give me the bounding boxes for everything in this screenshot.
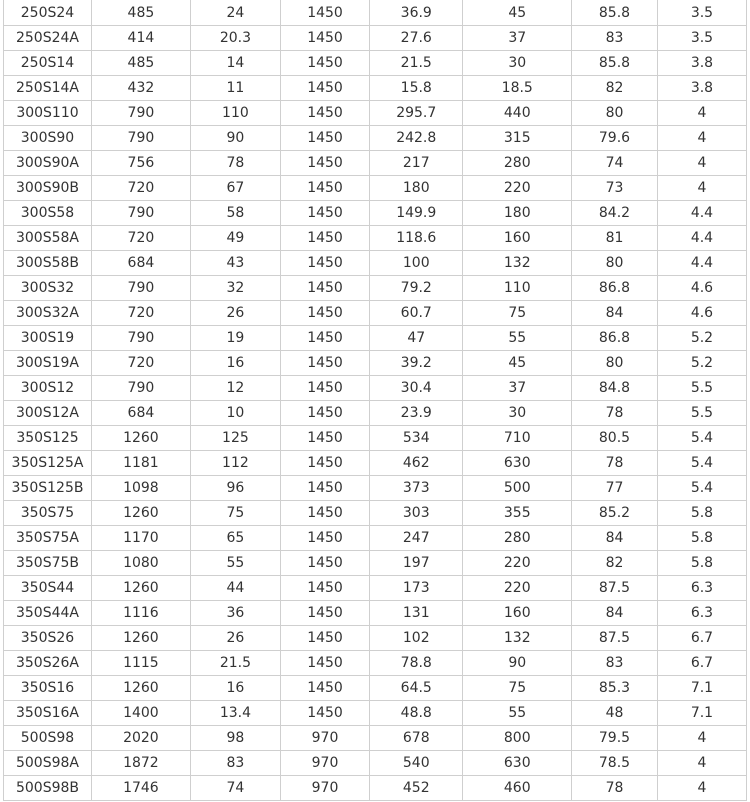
motor-power-cell: 800 bbox=[463, 726, 572, 751]
model-cell: 300S19 bbox=[4, 326, 92, 351]
model-cell: 300S32A bbox=[4, 301, 92, 326]
efficiency-cell: 84.2 bbox=[572, 201, 658, 226]
npsh-cell: 7.1 bbox=[657, 676, 746, 701]
speed-cell: 1450 bbox=[280, 176, 369, 201]
table-row bbox=[4, 276, 747, 301]
flow-cell: 790 bbox=[91, 101, 190, 126]
shaft-power-cell: 295.7 bbox=[370, 101, 463, 126]
shaft-power-cell: 47 bbox=[370, 326, 463, 351]
head-cell: 20.3 bbox=[190, 26, 280, 51]
motor-power-cell: 30 bbox=[463, 51, 572, 76]
npsh-cell: 4.6 bbox=[657, 301, 746, 326]
efficiency-cell: 84 bbox=[572, 526, 658, 551]
flow-cell: 720 bbox=[91, 351, 190, 376]
flow-cell: 684 bbox=[91, 251, 190, 276]
flow-cell: 1080 bbox=[91, 551, 190, 576]
npsh-cell: 4.6 bbox=[657, 276, 746, 301]
speed-cell: 1450 bbox=[280, 76, 369, 101]
head-cell: 21.5 bbox=[190, 651, 280, 676]
flow-cell: 790 bbox=[91, 126, 190, 151]
motor-power-cell: 220 bbox=[463, 176, 572, 201]
table-row bbox=[4, 51, 747, 76]
efficiency-cell: 48 bbox=[572, 701, 658, 726]
motor-power-cell: 37 bbox=[463, 26, 572, 51]
shaft-power-cell: 48.8 bbox=[370, 701, 463, 726]
flow-cell: 720 bbox=[91, 301, 190, 326]
head-cell: 24 bbox=[190, 0, 280, 26]
npsh-cell: 3.5 bbox=[657, 0, 746, 26]
shaft-power-cell: 452 bbox=[370, 776, 463, 801]
table-row bbox=[4, 101, 747, 126]
head-cell: 74 bbox=[190, 776, 280, 801]
speed-cell: 970 bbox=[280, 751, 369, 776]
motor-power-cell: 630 bbox=[463, 451, 572, 476]
head-cell: 65 bbox=[190, 526, 280, 551]
npsh-cell: 3.5 bbox=[657, 26, 746, 51]
head-cell: 12 bbox=[190, 376, 280, 401]
head-cell: 11 bbox=[190, 76, 280, 101]
shaft-power-cell: 149.9 bbox=[370, 201, 463, 226]
npsh-cell: 4 bbox=[657, 776, 746, 801]
model-cell: 350S125B bbox=[4, 476, 92, 501]
shaft-power-cell: 173 bbox=[370, 576, 463, 601]
efficiency-cell: 84.8 bbox=[572, 376, 658, 401]
motor-power-cell: 630 bbox=[463, 751, 572, 776]
flow-cell: 1260 bbox=[91, 676, 190, 701]
motor-power-cell: 180 bbox=[463, 201, 572, 226]
npsh-cell: 6.7 bbox=[657, 626, 746, 651]
motor-power-cell: 132 bbox=[463, 626, 572, 651]
table-row bbox=[4, 226, 747, 251]
shaft-power-cell: 79.2 bbox=[370, 276, 463, 301]
shaft-power-cell: 534 bbox=[370, 426, 463, 451]
efficiency-cell: 78 bbox=[572, 451, 658, 476]
shaft-power-cell: 180 bbox=[370, 176, 463, 201]
model-cell: 300S58 bbox=[4, 201, 92, 226]
npsh-cell: 7.1 bbox=[657, 701, 746, 726]
model-cell: 300S32 bbox=[4, 276, 92, 301]
model-cell: 350S16 bbox=[4, 676, 92, 701]
npsh-cell: 5.4 bbox=[657, 476, 746, 501]
speed-cell: 1450 bbox=[280, 226, 369, 251]
speed-cell: 970 bbox=[280, 776, 369, 801]
flow-cell: 1116 bbox=[91, 601, 190, 626]
shaft-power-cell: 30.4 bbox=[370, 376, 463, 401]
speed-cell: 1450 bbox=[280, 251, 369, 276]
efficiency-cell: 82 bbox=[572, 76, 658, 101]
shaft-power-cell: 197 bbox=[370, 551, 463, 576]
npsh-cell: 5.8 bbox=[657, 551, 746, 576]
npsh-cell: 4 bbox=[657, 101, 746, 126]
shaft-power-cell: 247 bbox=[370, 526, 463, 551]
efficiency-cell: 81 bbox=[572, 226, 658, 251]
head-cell: 19 bbox=[190, 326, 280, 351]
npsh-cell: 4.4 bbox=[657, 251, 746, 276]
flow-cell: 790 bbox=[91, 376, 190, 401]
flow-cell: 1872 bbox=[91, 751, 190, 776]
head-cell: 90 bbox=[190, 126, 280, 151]
head-cell: 43 bbox=[190, 251, 280, 276]
model-cell: 300S110 bbox=[4, 101, 92, 126]
table-row bbox=[4, 626, 747, 651]
flow-cell: 1115 bbox=[91, 651, 190, 676]
motor-power-cell: 30 bbox=[463, 401, 572, 426]
head-cell: 36 bbox=[190, 601, 280, 626]
shaft-power-cell: 21.5 bbox=[370, 51, 463, 76]
speed-cell: 1450 bbox=[280, 376, 369, 401]
shaft-power-cell: 100 bbox=[370, 251, 463, 276]
model-cell: 250S24A bbox=[4, 26, 92, 51]
speed-cell: 1450 bbox=[280, 351, 369, 376]
motor-power-cell: 55 bbox=[463, 326, 572, 351]
shaft-power-cell: 60.7 bbox=[370, 301, 463, 326]
npsh-cell: 4 bbox=[657, 751, 746, 776]
model-cell: 300S90A bbox=[4, 151, 92, 176]
efficiency-cell: 80.5 bbox=[572, 426, 658, 451]
shaft-power-cell: 242.8 bbox=[370, 126, 463, 151]
table-row bbox=[4, 501, 747, 526]
flow-cell: 1181 bbox=[91, 451, 190, 476]
head-cell: 75 bbox=[190, 501, 280, 526]
efficiency-cell: 83 bbox=[572, 26, 658, 51]
flow-cell: 720 bbox=[91, 226, 190, 251]
model-cell: 350S16A bbox=[4, 701, 92, 726]
npsh-cell: 5.5 bbox=[657, 376, 746, 401]
table-row bbox=[4, 751, 747, 776]
speed-cell: 1450 bbox=[280, 0, 369, 26]
shaft-power-cell: 39.2 bbox=[370, 351, 463, 376]
efficiency-cell: 84 bbox=[572, 601, 658, 626]
head-cell: 96 bbox=[190, 476, 280, 501]
speed-cell: 1450 bbox=[280, 451, 369, 476]
shaft-power-cell: 27.6 bbox=[370, 26, 463, 51]
head-cell: 16 bbox=[190, 676, 280, 701]
model-cell: 350S125 bbox=[4, 426, 92, 451]
npsh-cell: 3.8 bbox=[657, 76, 746, 101]
efficiency-cell: 86.8 bbox=[572, 276, 658, 301]
shaft-power-cell: 678 bbox=[370, 726, 463, 751]
efficiency-cell: 80 bbox=[572, 351, 658, 376]
motor-power-cell: 220 bbox=[463, 576, 572, 601]
npsh-cell: 5.8 bbox=[657, 501, 746, 526]
flow-cell: 485 bbox=[91, 51, 190, 76]
table-body bbox=[4, 0, 747, 801]
model-cell: 350S44 bbox=[4, 576, 92, 601]
motor-power-cell: 315 bbox=[463, 126, 572, 151]
model-cell: 250S24 bbox=[4, 0, 92, 26]
shaft-power-cell: 118.6 bbox=[370, 226, 463, 251]
npsh-cell: 4 bbox=[657, 176, 746, 201]
head-cell: 10 bbox=[190, 401, 280, 426]
efficiency-cell: 79.5 bbox=[572, 726, 658, 751]
motor-power-cell: 110 bbox=[463, 276, 572, 301]
shaft-power-cell: 303 bbox=[370, 501, 463, 526]
npsh-cell: 5.8 bbox=[657, 526, 746, 551]
head-cell: 110 bbox=[190, 101, 280, 126]
speed-cell: 1450 bbox=[280, 426, 369, 451]
speed-cell: 1450 bbox=[280, 526, 369, 551]
speed-cell: 1450 bbox=[280, 126, 369, 151]
model-cell: 300S12 bbox=[4, 376, 92, 401]
flow-cell: 2020 bbox=[91, 726, 190, 751]
flow-cell: 684 bbox=[91, 401, 190, 426]
table-row bbox=[4, 426, 747, 451]
flow-cell: 1746 bbox=[91, 776, 190, 801]
motor-power-cell: 440 bbox=[463, 101, 572, 126]
table-row bbox=[4, 576, 747, 601]
shaft-power-cell: 462 bbox=[370, 451, 463, 476]
efficiency-cell: 77 bbox=[572, 476, 658, 501]
speed-cell: 1450 bbox=[280, 401, 369, 426]
speed-cell: 1450 bbox=[280, 551, 369, 576]
motor-power-cell: 37 bbox=[463, 376, 572, 401]
efficiency-cell: 87.5 bbox=[572, 626, 658, 651]
speed-cell: 1450 bbox=[280, 626, 369, 651]
model-cell: 300S58A bbox=[4, 226, 92, 251]
motor-power-cell: 75 bbox=[463, 301, 572, 326]
speed-cell: 1450 bbox=[280, 276, 369, 301]
table-row bbox=[4, 251, 747, 276]
speed-cell: 1450 bbox=[280, 151, 369, 176]
model-cell: 350S125A bbox=[4, 451, 92, 476]
motor-power-cell: 160 bbox=[463, 226, 572, 251]
model-cell: 500S98B bbox=[4, 776, 92, 801]
speed-cell: 1450 bbox=[280, 676, 369, 701]
table-row bbox=[4, 176, 747, 201]
npsh-cell: 5.5 bbox=[657, 401, 746, 426]
flow-cell: 1260 bbox=[91, 501, 190, 526]
motor-power-cell: 132 bbox=[463, 251, 572, 276]
table-row bbox=[4, 351, 747, 376]
head-cell: 83 bbox=[190, 751, 280, 776]
speed-cell: 1450 bbox=[280, 701, 369, 726]
model-cell: 300S90B bbox=[4, 176, 92, 201]
table-row bbox=[4, 376, 747, 401]
table-row bbox=[4, 601, 747, 626]
speed-cell: 1450 bbox=[280, 51, 369, 76]
shaft-power-cell: 64.5 bbox=[370, 676, 463, 701]
speed-cell: 970 bbox=[280, 726, 369, 751]
motor-power-cell: 160 bbox=[463, 601, 572, 626]
motor-power-cell: 500 bbox=[463, 476, 572, 501]
table-row bbox=[4, 476, 747, 501]
motor-power-cell: 55 bbox=[463, 701, 572, 726]
table-row bbox=[4, 526, 747, 551]
table-row bbox=[4, 0, 747, 26]
npsh-cell: 5.2 bbox=[657, 326, 746, 351]
speed-cell: 1450 bbox=[280, 301, 369, 326]
efficiency-cell: 85.2 bbox=[572, 501, 658, 526]
efficiency-cell: 78 bbox=[572, 776, 658, 801]
table-row bbox=[4, 151, 747, 176]
head-cell: 13.4 bbox=[190, 701, 280, 726]
shaft-power-cell: 78.8 bbox=[370, 651, 463, 676]
speed-cell: 1450 bbox=[280, 576, 369, 601]
flow-cell: 790 bbox=[91, 326, 190, 351]
head-cell: 58 bbox=[190, 201, 280, 226]
shaft-power-cell: 36.9 bbox=[370, 0, 463, 26]
efficiency-cell: 78 bbox=[572, 401, 658, 426]
motor-power-cell: 90 bbox=[463, 651, 572, 676]
flow-cell: 790 bbox=[91, 276, 190, 301]
speed-cell: 1450 bbox=[280, 201, 369, 226]
head-cell: 98 bbox=[190, 726, 280, 751]
table-row bbox=[4, 401, 747, 426]
head-cell: 112 bbox=[190, 451, 280, 476]
efficiency-cell: 82 bbox=[572, 551, 658, 576]
speed-cell: 1450 bbox=[280, 501, 369, 526]
flow-cell: 432 bbox=[91, 76, 190, 101]
speed-cell: 1450 bbox=[280, 26, 369, 51]
head-cell: 26 bbox=[190, 626, 280, 651]
motor-power-cell: 220 bbox=[463, 551, 572, 576]
efficiency-cell: 85.8 bbox=[572, 51, 658, 76]
motor-power-cell: 280 bbox=[463, 151, 572, 176]
motor-power-cell: 460 bbox=[463, 776, 572, 801]
efficiency-cell: 84 bbox=[572, 301, 658, 326]
model-cell: 300S90 bbox=[4, 126, 92, 151]
table-row bbox=[4, 776, 747, 801]
efficiency-cell: 87.5 bbox=[572, 576, 658, 601]
speed-cell: 1450 bbox=[280, 326, 369, 351]
flow-cell: 756 bbox=[91, 151, 190, 176]
speed-cell: 1450 bbox=[280, 601, 369, 626]
speed-cell: 1450 bbox=[280, 101, 369, 126]
motor-power-cell: 45 bbox=[463, 351, 572, 376]
table-row bbox=[4, 201, 747, 226]
table-row bbox=[4, 26, 747, 51]
table-row bbox=[4, 126, 747, 151]
head-cell: 44 bbox=[190, 576, 280, 601]
flow-cell: 720 bbox=[91, 176, 190, 201]
model-cell: 250S14A bbox=[4, 76, 92, 101]
npsh-cell: 4.4 bbox=[657, 226, 746, 251]
efficiency-cell: 80 bbox=[572, 101, 658, 126]
efficiency-cell: 83 bbox=[572, 651, 658, 676]
motor-power-cell: 45 bbox=[463, 0, 572, 26]
flow-cell: 1260 bbox=[91, 576, 190, 601]
motor-power-cell: 710 bbox=[463, 426, 572, 451]
flow-cell: 1098 bbox=[91, 476, 190, 501]
shaft-power-cell: 217 bbox=[370, 151, 463, 176]
efficiency-cell: 73 bbox=[572, 176, 658, 201]
head-cell: 16 bbox=[190, 351, 280, 376]
flow-cell: 790 bbox=[91, 201, 190, 226]
flow-cell: 1170 bbox=[91, 526, 190, 551]
motor-power-cell: 75 bbox=[463, 676, 572, 701]
npsh-cell: 5.2 bbox=[657, 351, 746, 376]
shaft-power-cell: 540 bbox=[370, 751, 463, 776]
table-row bbox=[4, 301, 747, 326]
flow-cell: 1260 bbox=[91, 426, 190, 451]
table-row bbox=[4, 651, 747, 676]
table-row bbox=[4, 726, 747, 751]
head-cell: 125 bbox=[190, 426, 280, 451]
efficiency-cell: 85.8 bbox=[572, 0, 658, 26]
efficiency-cell: 74 bbox=[572, 151, 658, 176]
model-cell: 500S98 bbox=[4, 726, 92, 751]
speed-cell: 1450 bbox=[280, 476, 369, 501]
table-row bbox=[4, 326, 747, 351]
model-cell: 350S75B bbox=[4, 551, 92, 576]
motor-power-cell: 355 bbox=[463, 501, 572, 526]
head-cell: 78 bbox=[190, 151, 280, 176]
npsh-cell: 4.4 bbox=[657, 201, 746, 226]
model-cell: 350S75A bbox=[4, 526, 92, 551]
table-row bbox=[4, 701, 747, 726]
shaft-power-cell: 373 bbox=[370, 476, 463, 501]
flow-cell: 485 bbox=[91, 0, 190, 26]
efficiency-cell: 78.5 bbox=[572, 751, 658, 776]
flow-cell: 414 bbox=[91, 26, 190, 51]
npsh-cell: 5.4 bbox=[657, 451, 746, 476]
efficiency-cell: 80 bbox=[572, 251, 658, 276]
npsh-cell: 5.4 bbox=[657, 426, 746, 451]
model-cell: 500S98A bbox=[4, 751, 92, 776]
table-row bbox=[4, 676, 747, 701]
head-cell: 49 bbox=[190, 226, 280, 251]
motor-power-cell: 18.5 bbox=[463, 76, 572, 101]
table-row bbox=[4, 551, 747, 576]
table-row bbox=[4, 76, 747, 101]
model-cell: 300S58B bbox=[4, 251, 92, 276]
model-cell: 350S26 bbox=[4, 626, 92, 651]
efficiency-cell: 86.8 bbox=[572, 326, 658, 351]
head-cell: 67 bbox=[190, 176, 280, 201]
efficiency-cell: 85.3 bbox=[572, 676, 658, 701]
model-cell: 350S26A bbox=[4, 651, 92, 676]
speed-cell: 1450 bbox=[280, 651, 369, 676]
npsh-cell: 4 bbox=[657, 726, 746, 751]
efficiency-cell: 79.6 bbox=[572, 126, 658, 151]
motor-power-cell: 280 bbox=[463, 526, 572, 551]
npsh-cell: 4 bbox=[657, 151, 746, 176]
flow-cell: 1400 bbox=[91, 701, 190, 726]
shaft-power-cell: 131 bbox=[370, 601, 463, 626]
shaft-power-cell: 15.8 bbox=[370, 76, 463, 101]
shaft-power-cell: 102 bbox=[370, 626, 463, 651]
npsh-cell: 6.3 bbox=[657, 601, 746, 626]
npsh-cell: 6.7 bbox=[657, 651, 746, 676]
npsh-cell: 4 bbox=[657, 126, 746, 151]
head-cell: 14 bbox=[190, 51, 280, 76]
model-cell: 350S75 bbox=[4, 501, 92, 526]
head-cell: 26 bbox=[190, 301, 280, 326]
model-cell: 300S12A bbox=[4, 401, 92, 426]
npsh-cell: 6.3 bbox=[657, 576, 746, 601]
model-cell: 300S19A bbox=[4, 351, 92, 376]
head-cell: 55 bbox=[190, 551, 280, 576]
shaft-power-cell: 23.9 bbox=[370, 401, 463, 426]
head-cell: 32 bbox=[190, 276, 280, 301]
npsh-cell: 3.8 bbox=[657, 51, 746, 76]
model-cell: 250S14 bbox=[4, 51, 92, 76]
table-row bbox=[4, 451, 747, 476]
model-cell: 350S44A bbox=[4, 601, 92, 626]
flow-cell: 1260 bbox=[91, 626, 190, 651]
pump-spec-table bbox=[3, 0, 747, 801]
